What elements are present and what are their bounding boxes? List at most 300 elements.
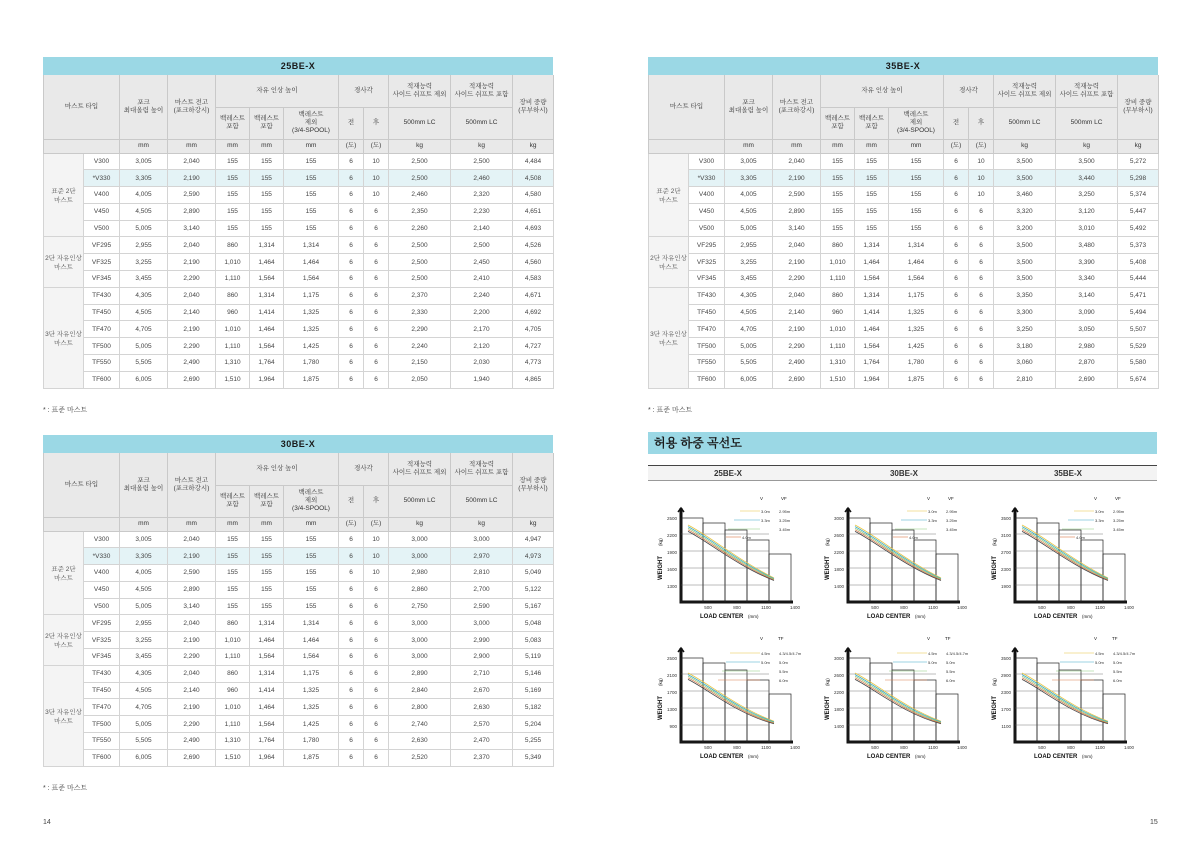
chart-y-tick: 2500 [666, 516, 677, 521]
cell: 6 [339, 153, 364, 170]
cell-weight: 5,119 [513, 649, 554, 666]
cell: 6 [339, 355, 364, 372]
cell: 155 [284, 581, 339, 598]
col-tilt: 경사각 [339, 75, 389, 107]
cell: 6 [339, 237, 364, 254]
chart-x-tick: 800 [900, 745, 908, 750]
col-fork-height: 포크 최대올림 높이 [725, 75, 773, 139]
cell-weight: 5,447 [1118, 203, 1159, 220]
cell: 1,314 [250, 287, 284, 304]
col-weight: 장비 중량 (무부하시) [513, 75, 554, 139]
spec-table [648, 75, 1159, 389]
mast-code: V300 [689, 153, 725, 170]
cell: 4,505 [120, 203, 168, 220]
col-tilt-front: 전 [339, 485, 364, 517]
legend-tf-label: 5.5m [946, 669, 955, 674]
cell: 2,290 [168, 649, 216, 666]
cell-cap-incl: 2,900 [451, 649, 513, 666]
chart-y-tick: 1300 [666, 584, 677, 589]
cell-cap-incl: 2,120 [451, 338, 513, 355]
cell: 3,305 [120, 548, 168, 565]
chart-x-tick: 800 [733, 745, 741, 750]
cell: 6,005 [725, 371, 773, 388]
cell: 1,564 [250, 338, 284, 355]
cell: 6 [339, 649, 364, 666]
cell: 5,005 [120, 598, 168, 615]
cell-cap-incl: 2,230 [451, 203, 513, 220]
col-free-lift: 자유 인상 높이 [216, 453, 339, 485]
cell-weight: 5,674 [1118, 371, 1159, 388]
load-curve-model-header [648, 465, 1157, 481]
chart-x-unit: (mm) [748, 754, 759, 759]
cell: 1,964 [250, 749, 284, 766]
chart-axis [681, 508, 793, 602]
cell: 1,110 [216, 271, 250, 288]
cell: 1,310 [821, 355, 855, 372]
chart-y-tick: 2700 [1000, 550, 1011, 555]
chart-x-label: LOAD CENTER [700, 754, 744, 760]
col-tilt-front: 전 [944, 107, 969, 139]
spec-table-30be-x [43, 435, 553, 767]
cell-weight: 5,494 [1118, 304, 1159, 321]
table-row [649, 203, 1159, 220]
cell-weight: 5,204 [513, 716, 554, 733]
mast-code: V450 [84, 581, 120, 598]
cell: 1,010 [216, 254, 250, 271]
col-tilt: 경사각 [339, 453, 389, 485]
cell: 1,414 [855, 304, 889, 321]
cell: 6 [364, 716, 389, 733]
cell-cap-excl: 2,370 [389, 287, 451, 304]
table-row [649, 153, 1159, 170]
cell: 1,510 [216, 749, 250, 766]
cell-cap-excl: 2,840 [389, 682, 451, 699]
col-backrest-incl-b: 백레스트 포함 [250, 107, 284, 139]
col-backrest-incl: 백레스트 포함 [821, 107, 855, 139]
table-row [44, 304, 554, 321]
cell: 860 [216, 237, 250, 254]
legend-v-label: 5.0m [1095, 660, 1104, 665]
cell-cap-excl: 2,330 [389, 304, 451, 321]
cell: 10 [969, 187, 994, 204]
cell: 155 [889, 203, 944, 220]
cell: 155 [821, 203, 855, 220]
chart-y-label: WEIGHT [658, 696, 664, 720]
unit-cell: (도) [364, 139, 389, 153]
spec-table-title: 25BE-X [43, 57, 553, 75]
chart-x-unit: (mm) [748, 614, 759, 619]
cell: 6 [969, 237, 994, 254]
cell-cap-excl: 3,300 [994, 304, 1056, 321]
table-row [649, 321, 1159, 338]
table-row [44, 665, 554, 682]
curve-model-label: 35BE-X [1053, 469, 1082, 478]
cell: 6 [339, 220, 364, 237]
chart-step-box [725, 670, 747, 742]
cell: 5,505 [725, 355, 773, 372]
cell-weight: 5,408 [1118, 254, 1159, 271]
cell: 2,955 [120, 237, 168, 254]
mast-code: VF295 [84, 237, 120, 254]
chart-x-tick: 800 [1067, 605, 1075, 610]
col-tilt-rear: 후 [969, 107, 994, 139]
cell: 3,455 [120, 271, 168, 288]
cell: 2,190 [168, 699, 216, 716]
cell-cap-incl: 2,410 [451, 271, 513, 288]
chart-y-tick: 2600 [833, 533, 844, 538]
cell: 1,325 [284, 321, 339, 338]
cell: 6 [969, 254, 994, 271]
cell: 1,314 [250, 665, 284, 682]
cell: 6 [364, 682, 389, 699]
unit-cell: mm [855, 139, 889, 153]
cell: 2,040 [773, 153, 821, 170]
unit-cell: mm [889, 139, 944, 153]
table-row [44, 287, 554, 304]
cell-weight: 5,169 [513, 682, 554, 699]
cell: 1,010 [216, 699, 250, 716]
col-cap-excl: 적재능력 사이드 쉬프트 제외 [994, 75, 1056, 107]
chart-y-unit: (kg) [658, 678, 663, 686]
table-row [44, 254, 554, 271]
mast-code: TF550 [689, 355, 725, 372]
cell-cap-incl: 1,940 [451, 371, 513, 388]
cell: 1,010 [821, 254, 855, 271]
cell: 5,005 [725, 220, 773, 237]
cell: 6 [969, 203, 994, 220]
col-backrest-incl-b: 백레스트 포함 [855, 107, 889, 139]
chart-step-box [1103, 694, 1125, 742]
spec-table-title: 35BE-X [648, 57, 1158, 75]
cell: 1,564 [284, 649, 339, 666]
unit-cell: mm [168, 517, 216, 531]
legend-tf-label: 5.0m [1113, 660, 1122, 665]
cell-weight: 4,865 [513, 371, 554, 388]
cell: 2,040 [773, 237, 821, 254]
cell-weight: 5,298 [1118, 170, 1159, 187]
chart-step-box [870, 663, 892, 742]
cell-weight: 5,529 [1118, 338, 1159, 355]
page-number-left: 14 [43, 819, 51, 826]
cell: 1,564 [855, 338, 889, 355]
unit-cell: mm [250, 139, 284, 153]
cell: 155 [284, 153, 339, 170]
cell: 1,964 [855, 371, 889, 388]
cell: 155 [284, 565, 339, 582]
cell-cap-incl: 2,670 [451, 682, 513, 699]
chart-y-tick: 1300 [666, 707, 677, 712]
cell: 4,505 [120, 682, 168, 699]
cell: 155 [250, 531, 284, 548]
cell: 2,890 [168, 203, 216, 220]
legend-vf-label: 3.45m [1113, 527, 1125, 532]
cell-weight: 5,507 [1118, 321, 1159, 338]
chart-y-tick: 900 [669, 724, 677, 729]
legend-v-label: 3.0m [928, 509, 937, 514]
col-lc-incl: 500mm LC [451, 107, 513, 139]
unit-cell: mm [168, 139, 216, 153]
cell-cap-incl: 3,390 [1056, 254, 1118, 271]
cell-cap-incl: 2,710 [451, 665, 513, 682]
cell: 6 [969, 304, 994, 321]
cell: 860 [821, 237, 855, 254]
chart-axis [848, 508, 960, 602]
col-mast-type: 마스트 타입 [44, 75, 120, 139]
mast-code: V450 [689, 203, 725, 220]
cell: 2,955 [725, 237, 773, 254]
mast-code: TF450 [84, 304, 120, 321]
cell-cap-incl: 2,460 [451, 170, 513, 187]
chart-y-tick: 3100 [1000, 533, 1011, 538]
cell-weight: 5,471 [1118, 287, 1159, 304]
unit-cell: mm [216, 517, 250, 531]
legend-v-label: 5.0m [761, 660, 770, 665]
cell: 6 [339, 632, 364, 649]
cell: 6 [969, 220, 994, 237]
cell: 1,175 [284, 287, 339, 304]
cell: 155 [250, 548, 284, 565]
cell: 1,964 [250, 371, 284, 388]
cell: 155 [889, 220, 944, 237]
legend-vf-label: 3.45m [779, 527, 791, 532]
cell: 155 [855, 203, 889, 220]
cell-weight: 5,255 [513, 733, 554, 750]
cell: 2,490 [168, 355, 216, 372]
chart-step-box [870, 523, 892, 602]
table-row [649, 355, 1159, 372]
chart-y-label: WEIGHT [992, 556, 998, 580]
legend-tf-label: 4.3/4.5/4.7m [946, 651, 969, 656]
col-tilt-rear: 후 [364, 107, 389, 139]
table-row [649, 271, 1159, 288]
chart-y-tick: 2900 [1000, 673, 1011, 678]
mast-group-label: 2단 자유인상 마스트 [44, 237, 84, 287]
mast-code: TF450 [689, 304, 725, 321]
load-curve-chart-box [815, 490, 983, 625]
cell-cap-incl: 3,050 [1056, 321, 1118, 338]
cell-cap-excl: 2,500 [389, 254, 451, 271]
col-lc-incl: 500mm LC [1056, 107, 1118, 139]
chart-y-tick: 3500 [1000, 656, 1011, 661]
unit-cell: kg [513, 517, 554, 531]
cell: 1,010 [216, 632, 250, 649]
cell-weight: 4,651 [513, 203, 554, 220]
cell: 4,705 [120, 699, 168, 716]
col-mast-type: 마스트 타입 [649, 75, 725, 139]
table-row [44, 682, 554, 699]
cell: 1,564 [284, 271, 339, 288]
mast-code: V450 [84, 203, 120, 220]
table-row [44, 220, 554, 237]
cell: 1,325 [889, 321, 944, 338]
cell-cap-excl: 3,500 [994, 153, 1056, 170]
mast-group-label: 3단 자유인상 마스트 [44, 665, 84, 766]
col-cap-incl: 적재능력 사이드 쉬프트 포함 [451, 75, 513, 107]
cell-cap-incl: 2,590 [451, 598, 513, 615]
unit-cell: kg [451, 517, 513, 531]
col-backrest-incl-b: 백레스트 포함 [250, 485, 284, 517]
cell: 6 [364, 733, 389, 750]
cell-cap-incl: 3,010 [1056, 220, 1118, 237]
chart-y-tick: 3000 [833, 656, 844, 661]
mast-code: TF600 [84, 371, 120, 388]
cell: 3,455 [725, 271, 773, 288]
cell: 6 [944, 271, 969, 288]
col-cap-excl: 적재능력 사이드 쉬프트 제외 [389, 453, 451, 485]
cell: 6 [339, 615, 364, 632]
cell: 155 [216, 598, 250, 615]
unit-cell: kg [451, 139, 513, 153]
mast-code: TF430 [689, 287, 725, 304]
cell: 155 [250, 170, 284, 187]
cell: 6 [364, 237, 389, 254]
mast-code: VF325 [689, 254, 725, 271]
table-row [44, 187, 554, 204]
cell-cap-excl: 3,060 [994, 355, 1056, 372]
table-row [649, 287, 1159, 304]
cell-weight: 5,049 [513, 565, 554, 582]
cell: 6 [969, 371, 994, 388]
table-row [44, 649, 554, 666]
cell: 155 [216, 203, 250, 220]
legend-v-label: 3.3m [761, 518, 770, 523]
cell: 1,564 [250, 649, 284, 666]
chart-y-tick: 2200 [666, 533, 677, 538]
cell: 6 [364, 598, 389, 615]
cell-cap-incl: 3,140 [1056, 287, 1118, 304]
cell-weight: 5,083 [513, 632, 554, 649]
cell-cap-excl: 3,000 [389, 632, 451, 649]
cell-cap-excl: 3,460 [994, 187, 1056, 204]
load-curve-chart [982, 490, 1150, 625]
cell: 3,305 [120, 170, 168, 187]
cell-cap-incl: 2,500 [451, 237, 513, 254]
cell: 10 [364, 531, 389, 548]
legend-head: TF [1112, 636, 1118, 641]
cell: 6 [339, 271, 364, 288]
cell: 6 [339, 203, 364, 220]
mast-code: TF430 [84, 287, 120, 304]
chart-step-box [703, 523, 725, 602]
unit-cell: kg [513, 139, 554, 153]
spec-table [43, 453, 554, 767]
unit-cell: mm [284, 139, 339, 153]
cell: 6 [339, 598, 364, 615]
mast-code: TF600 [84, 749, 120, 766]
chart-y-tick: 2300 [1000, 567, 1011, 572]
cell: 6 [944, 220, 969, 237]
mast-code: TF430 [84, 665, 120, 682]
load-curve-title: 허용 하중 곡선도 [648, 432, 1157, 454]
cell: 155 [250, 187, 284, 204]
legend-vf-label: 2.95m [1113, 509, 1125, 514]
cell: 1,425 [284, 338, 339, 355]
cell: 155 [855, 187, 889, 204]
cell-cap-excl: 3,500 [994, 271, 1056, 288]
cell: 10 [364, 548, 389, 565]
cell: 2,190 [168, 321, 216, 338]
mast-group-label: 표준 2단 마스트 [44, 153, 84, 237]
unit-cell: mm [725, 139, 773, 153]
cell: 6 [364, 749, 389, 766]
load-curve-line [688, 675, 774, 722]
load-curve-chart-box [815, 630, 983, 765]
legend-vf-label: 3.25m [946, 518, 958, 523]
cell: 6 [339, 733, 364, 750]
cell: 6 [944, 187, 969, 204]
cell: 2,290 [773, 338, 821, 355]
mast-group-label: 2단 자유인상 마스트 [649, 237, 689, 287]
cell-cap-excl: 2,810 [994, 371, 1056, 388]
cell: 155 [284, 203, 339, 220]
cell-cap-excl: 2,750 [389, 598, 451, 615]
cell: 155 [250, 203, 284, 220]
cell: 4,305 [120, 287, 168, 304]
cell: 4,705 [120, 321, 168, 338]
legend-tf-label: 6.0m [779, 678, 788, 683]
cell: 6 [944, 153, 969, 170]
legend-head: V [1094, 636, 1098, 641]
chart-y-tick: 3500 [1000, 516, 1011, 521]
cell: 2,290 [773, 271, 821, 288]
load-curve-chart [982, 630, 1150, 765]
cell-cap-excl: 3,250 [994, 321, 1056, 338]
cell: 6 [339, 565, 364, 582]
table-row [44, 371, 554, 388]
cell: 6 [969, 338, 994, 355]
mast-code: TF550 [84, 355, 120, 372]
cell-weight: 4,526 [513, 237, 554, 254]
curve-model-label: 25BE-X [713, 469, 742, 478]
cell-cap-incl: 3,440 [1056, 170, 1118, 187]
table-row [649, 220, 1159, 237]
cell: 155 [855, 170, 889, 187]
legend-vf-label: 3.45m [946, 527, 958, 532]
cell: 155 [216, 220, 250, 237]
cell: 6 [969, 287, 994, 304]
cell: 6 [364, 220, 389, 237]
col-backrest-incl: 백레스트 포함 [216, 107, 250, 139]
legend-v-label: 3.3m [1095, 518, 1104, 523]
cell: 155 [216, 170, 250, 187]
cell-cap-incl: 3,000 [451, 531, 513, 548]
legend-head: V [927, 496, 931, 501]
cell: 6 [339, 304, 364, 321]
col-tilt: 경사각 [944, 75, 994, 107]
mast-group-label: 표준 2단 마스트 [649, 153, 689, 237]
cell: 6 [364, 203, 389, 220]
legend-vf-label: 3.25m [1113, 518, 1125, 523]
col-lc-excl: 500mm LC [994, 107, 1056, 139]
cell: 2,690 [168, 749, 216, 766]
cell-cap-incl: 2,370 [451, 749, 513, 766]
legend-head: V [1094, 496, 1098, 501]
cell: 3,005 [120, 153, 168, 170]
cell-cap-excl: 3,000 [389, 531, 451, 548]
cell: 10 [969, 170, 994, 187]
col-lc-excl: 500mm LC [389, 485, 451, 517]
table-row [44, 598, 554, 615]
cell: 6,005 [120, 371, 168, 388]
chart-x-tick: 1400 [1123, 605, 1135, 610]
col-backrest-incl: 백레스트 포함 [216, 485, 250, 517]
mast-group-label: 3단 자유인상 마스트 [649, 287, 689, 388]
cell: 1,464 [855, 321, 889, 338]
legend-vf-label: 2.95m [779, 509, 791, 514]
cell: 6 [339, 170, 364, 187]
chart-y-unit: (kg) [992, 538, 997, 546]
chart-y-tick: 2100 [666, 673, 677, 678]
